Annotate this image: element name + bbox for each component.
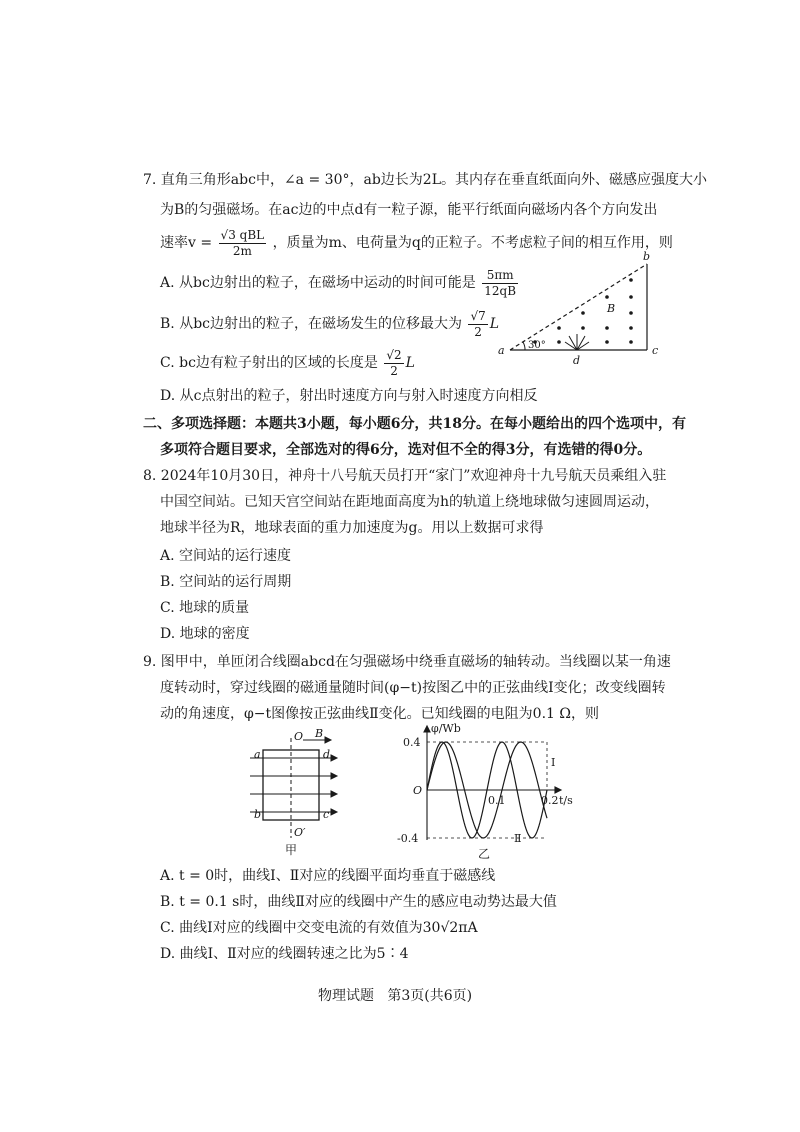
q7-speed-fraction: $\frac{\text{√3 qBL}}{2m}$ — [220, 227, 265, 258]
q7-option-b: B. 从bc边射出的粒子，在磁场发生的位移最大为 $\frac{√7}{2}$ L — [160, 308, 500, 339]
q8-option-a: A. 空间站的运行速度 — [160, 548, 292, 564]
label-c: c — [652, 344, 659, 357]
label-o-bottom: O′ — [294, 826, 306, 839]
caption-yi: 乙 — [478, 847, 491, 861]
q7-option-a-fraction: $\frac{5\pi m}{12qB}$ — [484, 267, 517, 298]
q7-option-a: A. 从bc边射出的粒子，在磁场中运动的时间可能是 $\frac{5\pi m}{12qB}$ — [160, 267, 517, 298]
q7-option-c-fraction: $\frac{√2}{2}$ — [386, 347, 402, 378]
tick-label-x-02: 0.2 — [541, 794, 559, 807]
q9-line2: 度转动时，穿过线圈的磁通量随时间(φ−t)按图乙中的正弦曲线Ⅰ变化；改变线圈转 — [160, 680, 666, 696]
q7-option-b-fraction: $\frac{√7}{2}$ — [470, 308, 486, 339]
q7-option-d: D. 从c点射出的粒子，射出时速度方向与射入时速度方向相反 — [160, 388, 538, 404]
label-angle: 30° — [528, 340, 546, 351]
q9-option-a: A. t = 0时，曲线Ⅰ、Ⅱ对应的线圈平面均垂直于磁感线 — [160, 868, 496, 884]
particle-source-arrows — [565, 334, 589, 350]
tick-label-y-pos: 0.4 — [403, 736, 421, 749]
y-axis-label: φ/Wb — [431, 722, 461, 735]
q7-line2: 为B的匀强磁场。在ac边的中点d有一粒子源，能平行纸面向磁场内各个方向发出 — [160, 202, 658, 218]
magnetic-field-dots — [533, 278, 633, 344]
label-o-top: O — [294, 730, 304, 743]
label-field-b: B — [607, 302, 616, 315]
q8-line2: 中国空间站。已知天宫空间站在距地面高度为h的轨道上绕地球做匀速圆周运动， — [160, 494, 660, 510]
q8-line3: 地球半径为R，地球表面的重力加速度为g。用以上数据可求得 — [160, 520, 544, 536]
label-c: c — [323, 808, 330, 821]
tick-label-x-01: 0.1 — [488, 794, 506, 807]
q9-option-d: D. 曲线Ⅰ、Ⅱ对应的线圈转速之比为5∶4 — [160, 946, 409, 962]
q7-triangle-figure — [495, 250, 675, 370]
q8-option-c: C. 地球的质量 — [160, 600, 250, 616]
label-b-field: B — [315, 728, 324, 740]
q9-line3: 动的角速度，φ−t图像按正弦曲线Ⅱ变化。已知线圈的电阻为0.1 Ω，则 — [160, 706, 599, 722]
q7-line1: 7. 直角三角形abc中，∠a = 30°，ab边长为2L。其内存在垂直纸面向外、磁感应强度大小 — [143, 172, 707, 188]
q9-figure-jia — [245, 728, 355, 858]
q9-option-c: C. 曲线Ⅰ对应的线圈中交变电流的有效值为30√2πA — [160, 920, 478, 936]
label-d: d — [323, 748, 331, 761]
label-b: b — [643, 250, 651, 263]
x-axis-label: t/s — [559, 794, 573, 807]
label-b: b — [254, 808, 262, 821]
label-d: d — [573, 354, 581, 367]
q7-speed-suffix: ，质量为m、电荷量为q的正粒子。不考虑粒子间的相互作用，则 — [272, 235, 673, 251]
section2-line2: 多项符合题目要求，全部选对的得6分，选对但不全的得3分，有选错的得0分。 — [160, 442, 652, 458]
curve-label-II: Ⅱ — [514, 832, 522, 845]
origin-label: O — [413, 784, 423, 797]
caption-jia: 甲 — [285, 843, 298, 857]
tick-label-y-neg: -0.4 — [397, 832, 419, 845]
curve-label-I: Ⅰ — [551, 756, 556, 769]
chart-labels — [397, 722, 573, 845]
q8-option-d: D. 地球的密度 — [160, 626, 250, 642]
q9-line1: 9. 图甲中，单匝闭合线圈abcd在匀强磁场中绕垂直磁场的轴转动。当线圈以某一角速 — [143, 654, 671, 670]
q9-figure-yi-chart — [385, 722, 585, 862]
label-a: a — [498, 344, 505, 357]
q7-option-c: C. bc边有粒子射出的区域的长度是 $\frac{√2}{2}$ L — [160, 347, 415, 378]
page-footer: 物理试题 第3页(共6页) — [318, 988, 473, 1004]
q8-option-b: B. 空间站的运行周期 — [160, 574, 292, 590]
q9-option-b: B. t = 0.1 s时，曲线Ⅱ对应的线圈中产生的感应电动势达最大值 — [160, 894, 557, 910]
label-a: a — [254, 748, 261, 761]
angle-arc — [523, 342, 525, 350]
q8-line1: 8. 2024年10月30日，神舟十八号航天员打开“家门”欢迎神舟十九号航天员乘组入驻 — [143, 468, 667, 484]
triangle-hypotenuse-ab — [510, 264, 647, 350]
section2-line1: 二、多项选择题：本题共3小题，每小题6分，共18分。在每小题给出的四个选项中，有 — [143, 416, 686, 432]
q7-speed-prefix: 速率v = — [160, 235, 213, 251]
